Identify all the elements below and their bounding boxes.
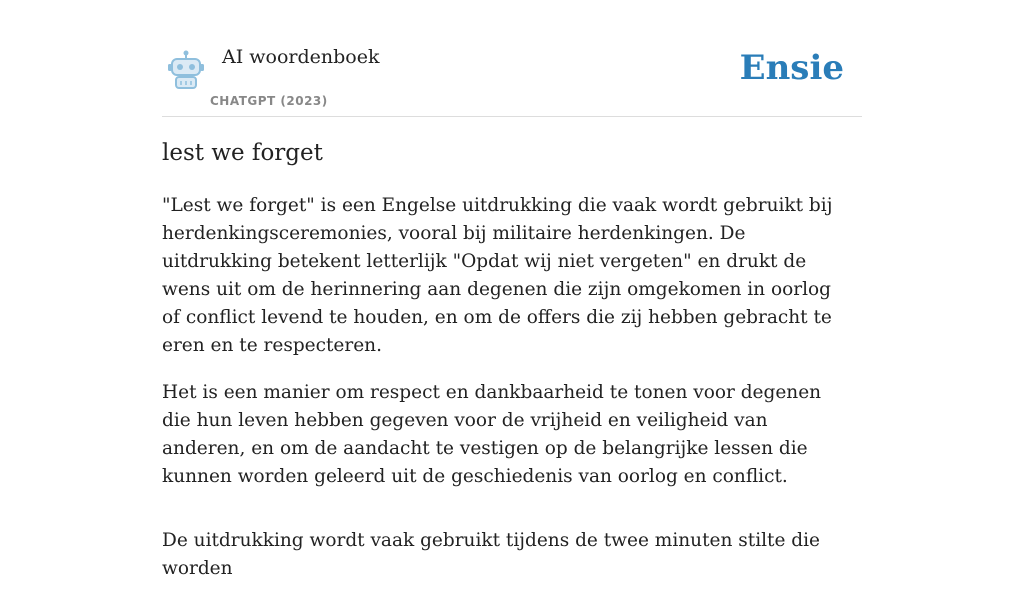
source-name[interactable]: AI woordenboek: [222, 46, 380, 68]
entry-body: [162, 192, 852, 602]
entry-header: [162, 0, 862, 117]
source-attribution: CHATGPT (2023): [210, 94, 328, 108]
entry-paragraph: "Lest we forget" is een Engelse uitdrukking die vaak wordt gebruikt bij herdenkingsceremonies, vooral bij militaire herdenkingen. De uitdrukking betekent letterlijk "Opdat wij niet vergeten" en drukt de wens uit om de herinnering aan degenen die zijn omgekomen in oorlog of conflict levend te houden, en om de offers die zij hebben gebracht te eren en te respecteren.: [162, 195, 833, 356]
ensie-logo[interactable]: Ensie: [739, 48, 844, 88]
entry-term: lest we forget: [162, 140, 323, 166]
entry-paragraph: De uitdrukking wordt vaak gebruikt tijdens de twee minuten stilte die worden: [162, 530, 820, 579]
entry-card: [162, 0, 862, 579]
robot-icon: [166, 50, 206, 90]
entry-paragraph: Het is een manier om respect en dankbaarheid te tonen voor degenen die hun leven hebben gegeven voor de vrijheid en veiligheid van anderen, en om de aandacht te vestigen op de belangrijke lessen die kunnen worden geleerd uit de geschiedenis van oorlog en conflict.: [162, 382, 822, 487]
